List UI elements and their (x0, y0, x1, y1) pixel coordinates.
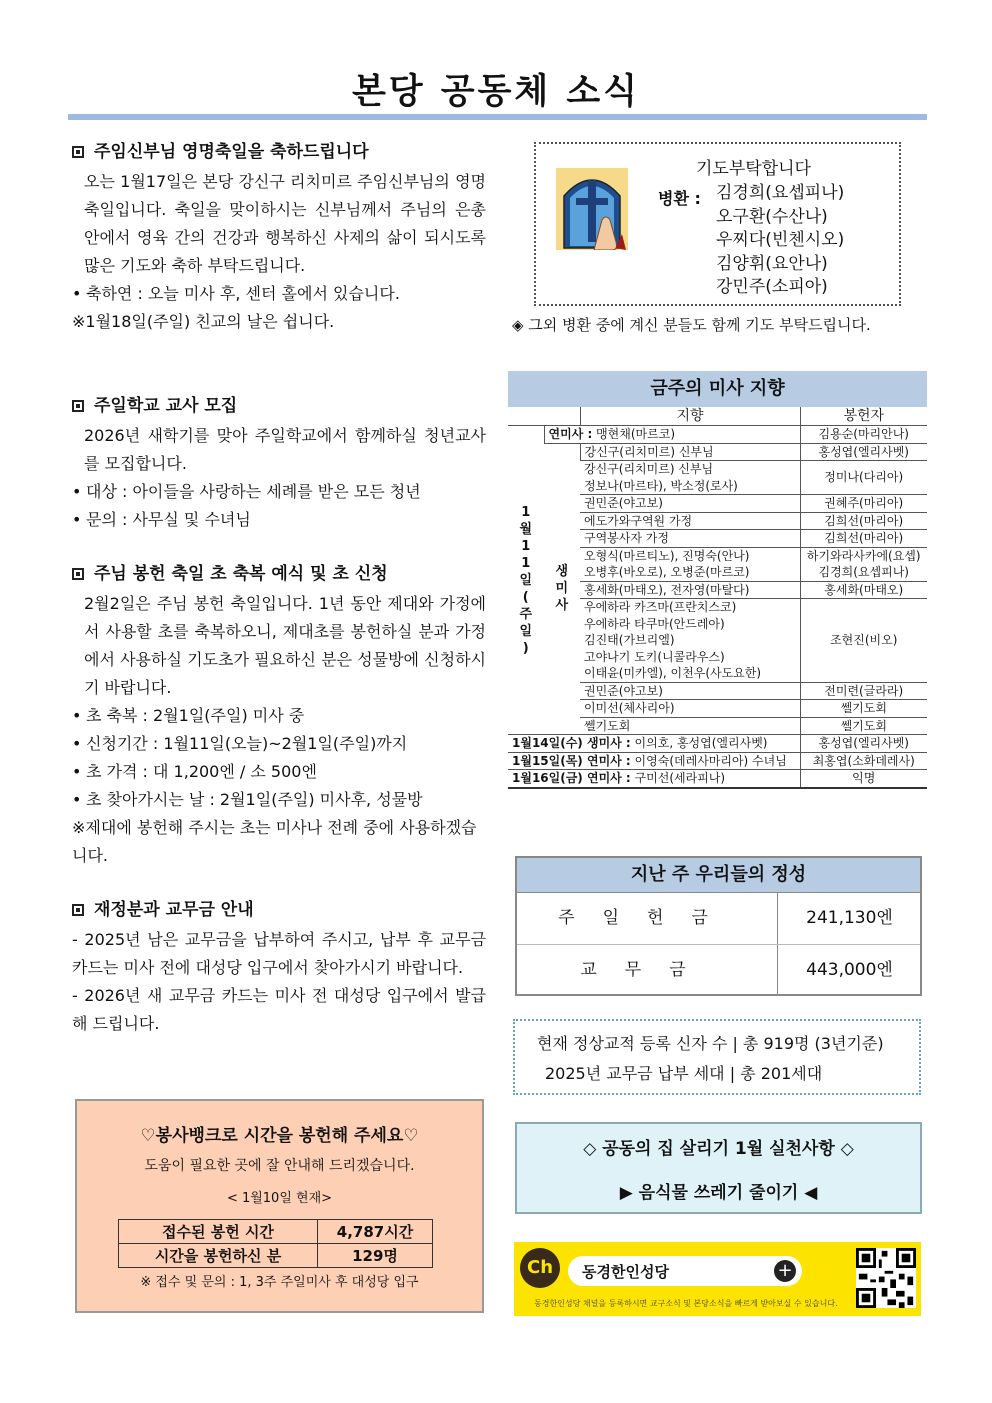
common-home-box (515, 1122, 922, 1214)
square-bullet-icon (72, 146, 84, 158)
offering-row (517, 945, 920, 996)
section-body: 오는 1월17일은 본당 강신구 리치미르 주임신부님의 영명축일입니다. 축일을 맞이하시는 신부님께서 주님의 은총 안에서 영육 간의 건강과 행복하신 사제의 삶이 되시도록 많은 기도와 축하 부탁드립니다. (84, 172, 486, 275)
intention-cell: 강신구(리치미르) 신부님 (580, 443, 800, 461)
bullet-dot-icon: • (72, 510, 82, 529)
header-spacer (508, 407, 580, 426)
prayer-names (716, 182, 844, 300)
title-divider (68, 114, 927, 120)
section-heading: 주임신부님 영명축일을 축하드립니다 (94, 142, 369, 162)
donor-cell: 쎌기도회 (800, 700, 927, 718)
bank-cell-label: 접수된 봉헌 시간 (119, 1220, 318, 1244)
section-teacher-recruit (72, 392, 486, 534)
table-row (119, 1244, 433, 1268)
channel-logo-icon: Ch (520, 1248, 560, 1288)
donor-cell: 홍세화(마태오) (800, 581, 927, 599)
intention-cell: 쎌기도회 (580, 717, 800, 735)
intention-cell: 1월14일(수) 생미사 : 이의호, 홍성엽(엘리사벳) (508, 735, 800, 753)
intention-cell: 에도가와구역원 가정 (580, 512, 800, 530)
table-row (508, 443, 927, 461)
prayer-name: 김양휘(요안나) (716, 253, 828, 274)
offering-box (515, 856, 922, 996)
prayer-name: 오구환(수산나) (716, 206, 828, 227)
donor-cell: 김용순(마리안나) (800, 426, 927, 444)
bank-cell-value: 129명 (318, 1244, 433, 1268)
section-heading: 주일학교 교사 모집 (94, 396, 238, 416)
square-bullet-icon (72, 400, 84, 412)
bullet-text: 축하연 : 오늘 미사 후, 센터 홀에서 있습니다. (86, 284, 400, 303)
prayer-name: 김경희(요셉피나) (716, 183, 845, 203)
table-row (508, 426, 927, 444)
bank-date: < 1월10일 현재> (226, 1191, 333, 1206)
intention-cell: 구역봉사자 가정 (580, 530, 800, 548)
channel-caption: 동경한인성당 채널을 등록하시면 교구소식 및 본당소식을 빠르게 받아보실 수 있습니다. (534, 1299, 838, 1308)
intention-cell: 강신구(리치미르) 신부님 정보나(마르타), 박소정(로사) (580, 461, 800, 495)
donor-cell: 홍성엽(엘리사벳) (800, 443, 927, 461)
intention-cell: 연미사 : 맹현채(마르코) (544, 426, 800, 444)
section-heading: 재정분과 교무금 안내 (94, 900, 254, 920)
section-body: 2026년 새학기를 맞아 주일학교에서 함께하실 청년교사를 모집합니다. (84, 426, 486, 473)
table-row (508, 735, 927, 753)
donor-cell: 최홍엽(소화데레사) (800, 752, 927, 770)
column-header-donor: 봉헌자 (800, 407, 927, 426)
section-candle-blessing (72, 560, 486, 870)
table-row (508, 770, 927, 788)
prayer-name: 강민주(소피아) (716, 277, 828, 297)
add-channel-button[interactable]: + (774, 1260, 796, 1282)
bullet-dot-icon: • (72, 482, 82, 501)
eco-action: ▶ 음식물 쓰레기 줄이기 ◀ (619, 1183, 818, 1203)
square-bullet-icon (72, 568, 84, 580)
donor-cell: 김희선(마리아) (800, 530, 927, 548)
table-header-row (508, 407, 927, 426)
donor-cell: 전미련(글라라) (800, 682, 927, 700)
bank-cell-label: 시간을 봉헌하신 분 (119, 1244, 318, 1268)
bullet-dot-icon: • (72, 706, 82, 725)
donor-cell: 정미나(다리아) (800, 461, 927, 495)
offering-value: 443,000엔 (806, 960, 893, 980)
intention-cell: 1월15일(목) 연미사 : 이영숙(데레사마리아) 수녀님 (508, 752, 800, 770)
stats-households: 2025년 교무금 납부 세대 | 총 201세대 (545, 1064, 823, 1083)
prayer-note: ◈ 그외 병환 중에 계신 분들도 함께 기도 부탁드립니다. (512, 316, 871, 334)
mass-intention-table (508, 407, 927, 789)
section-pastor-feast (72, 138, 486, 336)
page-title: 본당 공동체 소식 (351, 72, 641, 112)
kakao-channel-banner[interactable] (514, 1242, 921, 1316)
bullet-dot-icon: • (72, 762, 82, 781)
bullet-text: 초 찾아가시는 날 : 2월1일(주일) 미사후, 성물방 (86, 790, 423, 809)
bullet-text: 문의 : 사무실 및 수녀님 (86, 510, 251, 529)
section-note: ※제대에 봉헌해 주시는 초는 미사나 전례 중에 사용하겠습니다. (72, 818, 477, 865)
donor-cell: 권혜주(마리아) (800, 495, 927, 513)
bank-title: ♡봉사뱅크로 시간을 봉헌해 주세요♡ (140, 1126, 419, 1146)
intention-cell: 권민준(야고보) (580, 682, 800, 700)
mass-kind-cell: 생 미 사 (544, 443, 580, 735)
parish-stats-box (513, 1019, 921, 1095)
donor-cell: 홍성엽(엘리사벳) (800, 735, 927, 753)
donor-cell: 김희선(마리아) (800, 512, 927, 530)
volunteer-bank-box (75, 1099, 484, 1313)
intention-cell: 이미선(체사리아) (580, 700, 800, 718)
column-header-intention: 지향 (580, 407, 800, 426)
bank-subtitle: 도움이 필요한 곳에 잘 안내해 드리겠습니다. (144, 1158, 415, 1174)
prayer-name: 우찌다(빈첸시오) (716, 230, 845, 250)
section-note: ※1월18일(주일) 친교의 날은 쉽니다. (72, 312, 335, 331)
offering-value: 241,130엔 (806, 908, 893, 928)
stats-registered: 현재 정상교적 등록 신자 수 | 총 919명 (3년기준) (537, 1034, 884, 1053)
qr-code-icon[interactable] (856, 1248, 916, 1308)
table-row (508, 752, 927, 770)
praying-hands-cross-icon (556, 168, 628, 250)
mass-intention-heading: 금주의 미사 지향 (508, 371, 927, 407)
bank-table (118, 1219, 433, 1268)
channel-pill[interactable] (568, 1256, 802, 1286)
bank-cell-value: 4,787시간 (318, 1220, 433, 1244)
intention-cell: 1월16일(금) 연미사 : 구미선(세라피나) (508, 770, 800, 788)
prayer-title: 기도부탁합니다 (696, 159, 811, 179)
finance-line-2: - 2026년 새 교무금 카드는 미사 전 대성당 입구에서 발급해 드립니다. (72, 986, 486, 1033)
intention-cell: 홍세화(마태오), 전자영(마탈다) (580, 581, 800, 599)
donor-cell: 하기와라사카에(요셉) 김경희(요셉피나) (800, 547, 927, 581)
intention-cell: 오형식(마르티노), 진명숙(안나) 오병후(바오로), 오병준(마르코) (580, 547, 800, 581)
square-bullet-icon (72, 904, 84, 916)
offering-label: 교무금 (580, 960, 714, 980)
bullet-text: 초 축복 : 2월1일(주일) 미사 중 (86, 706, 305, 725)
prayer-label: 병환 : (658, 189, 701, 208)
section-finance (72, 896, 486, 1038)
donor-cell: 익명 (800, 770, 927, 788)
finance-line-1: - 2025년 남은 교무금을 납부하여 주시고, 납부 후 교무금 카드는 미사 전에 대성당 입구에서 찾아가시기 바랍니다. (72, 930, 486, 977)
bullet-text: 신청기간 : 1월11일(오늘)~2월1일(주일)까지 (86, 734, 408, 753)
offering-row (517, 893, 920, 944)
bullet-dot-icon: • (72, 734, 82, 753)
prayer-request-box (534, 142, 901, 306)
intention-cell: 권민준(야고보) (580, 495, 800, 513)
channel-name: 동경한인성당 (582, 1263, 669, 1281)
section-heading: 주님 봉헌 축일 초 축복 예식 및 초 신청 (94, 564, 388, 584)
bank-note: ※ 접수 및 문의 : 1, 3주 주일미사 후 대성당 입구 (140, 1275, 419, 1290)
bullet-text: 대상 : 아이들을 사랑하는 세례를 받은 모든 청년 (86, 482, 421, 501)
offering-heading: 지난 주 우리들의 정성 (517, 858, 920, 893)
bullet-dot-icon: • (72, 790, 82, 809)
section-body: 2월2일은 주님 봉헌 축일입니다. 1년 동안 제대와 가정에서 사용할 초를 축복하오니, 제대초를 봉헌하실 분과 가정에서 사용하실 기도초가 필요하신 분은 성물방에 신청하시기 바랍니다. (84, 594, 486, 697)
donor-cell: 쎌기도회 (800, 717, 927, 735)
mass-date-cell: 1 월 1 1 일 ( 주 일 ) (508, 426, 544, 735)
intention-cell: 우에하라 카즈마(프란치스코) 우에하라 타쿠마(안드레아) 김진태(가브리엘) 고야나기 도키(니콜라우스) 이태윤(미카엘), 이천우(사도요한) (580, 599, 800, 683)
donor-cell: 조현진(비오) (800, 599, 927, 683)
offering-label: 주일헌금 (558, 908, 736, 928)
bullet-text: 초 가격 : 대 1,200엔 / 소 500엔 (86, 762, 317, 781)
eco-title: ◇ 공동의 집 살리기 1월 실천사항 ◇ (583, 1139, 854, 1159)
bullet-dot-icon: • (72, 284, 82, 303)
table-row (119, 1220, 433, 1244)
